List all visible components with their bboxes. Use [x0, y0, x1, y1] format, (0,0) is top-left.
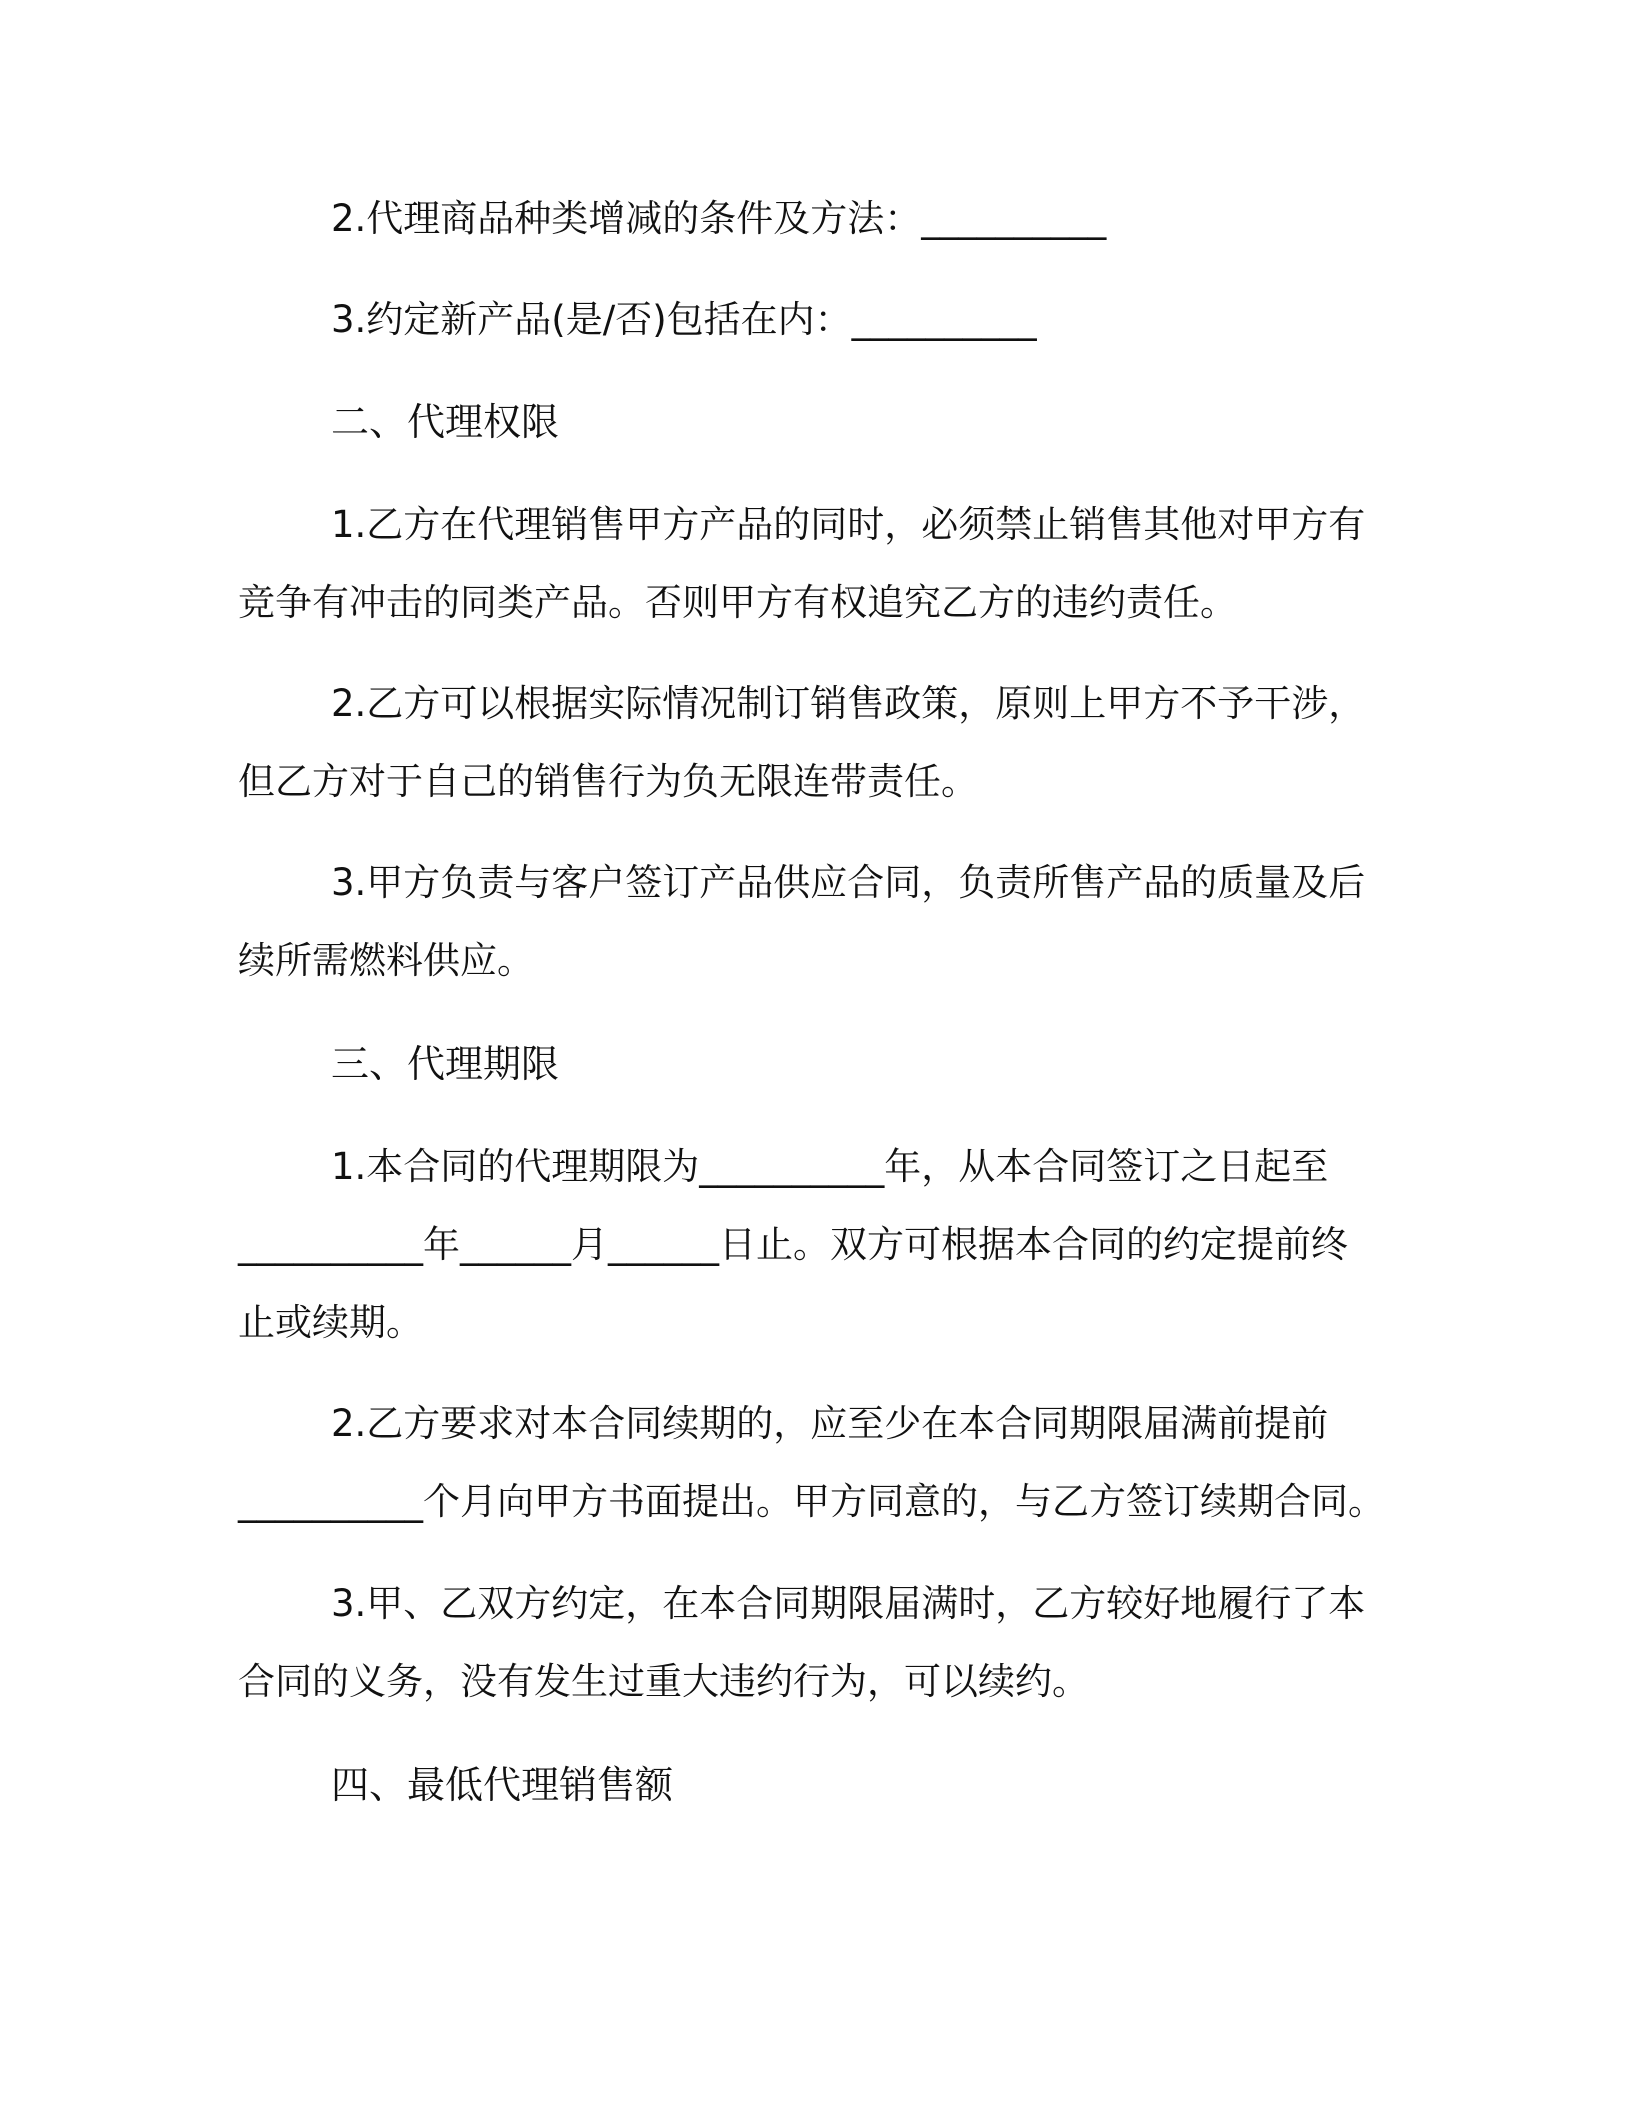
authority-item-3-line-1: 3.甲方负责与客户签订产品供应合同，负责所售产品的质量及后 — [331, 861, 1366, 904]
clause-item-2-line: 2.代理商品种类增减的条件及方法：__________ — [331, 197, 1107, 240]
section-heading-minimum-sales: 四、最低代理销售额 — [331, 1763, 674, 1807]
term-item-1-line-2: __________年______月______日止。双方可根据本合同的约定提前终 — [238, 1223, 1348, 1266]
authority-item-3-line-2: 续所需燃料供应。 — [238, 939, 534, 982]
term-item-2-line-2: __________个月向甲方书面提出。甲方同意的，与乙方签订续期合同。 — [238, 1480, 1385, 1523]
term-item-3-line-1: 3.甲、乙双方约定，在本合同期限届满时，乙方较好地履行了本 — [331, 1582, 1366, 1625]
section-heading-term: 三、代理期限 — [331, 1042, 560, 1086]
authority-item-1-line-1: 1.乙方在代理销售甲方产品的同时，必须禁止销售其他对甲方有 — [331, 503, 1366, 546]
clause-item-3-line: 3.约定新产品(是/否)包括在内：__________ — [331, 298, 1037, 341]
authority-item-2-line-1: 2.乙方可以根据实际情况制订销售政策，原则上甲方不予干涉， — [331, 682, 1366, 725]
term-item-1-line-3: 止或续期。 — [238, 1301, 423, 1344]
term-item-1-line-1: 1.本合同的代理期限为__________年，从本合同签订之日起至 — [331, 1145, 1329, 1188]
authority-item-1-line-2: 竞争有冲击的同类产品。否则甲方有权追究乙方的违约责任。 — [238, 581, 1237, 624]
term-item-3-line-2: 合同的义务，没有发生过重大违约行为，可以续约。 — [238, 1660, 1089, 1703]
authority-item-2-line-2: 但乙方对于自己的销售行为负无限连带责任。 — [238, 760, 978, 803]
term-item-2-line-1: 2.乙方要求对本合同续期的，应至少在本合同期限届满前提前 — [331, 1402, 1329, 1445]
section-heading-authority: 二、代理权限 — [331, 400, 560, 444]
